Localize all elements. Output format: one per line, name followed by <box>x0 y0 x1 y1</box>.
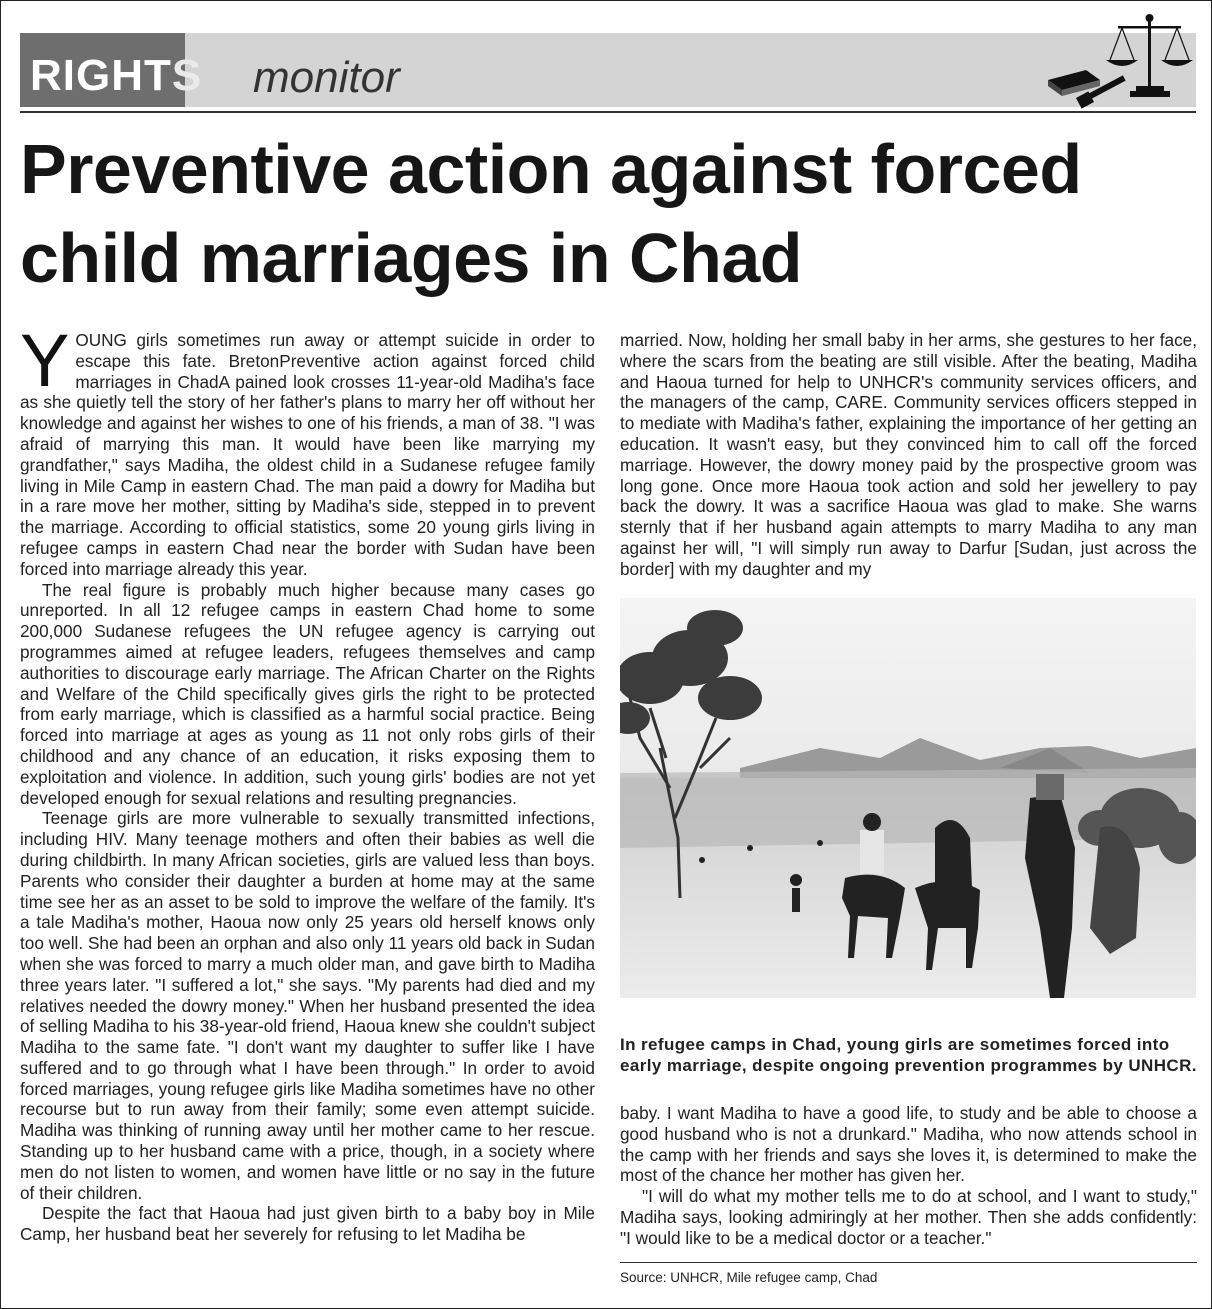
paragraph: "I will do what my mother tells me to do at school, and I want to study," Madiha says, looking admiringly at her mother. Then she adds confidently: "I would like to be a medical doctor or a teacher." <box>620 1186 1197 1248</box>
paragraph: married. Now, holding her small baby in her arms, she gestures to her face, where the scars from the beating are still visible. After the beating, Madiha and Haoua turned for help to UNHCR's community services officers, and the managers of the camp, CARE. Community services officers stepped in to mediate with Madiha's father, explaining the importance of her getting an education. It wasn't easy, but they convinced him to call off the forced marriage. However, the dowry money paid by the prospective groom was long gone. Once more Haoua took action and sold her jewellery to pay back the dowry. It was a sacrifice Haoua was glad to make. She warns sternly that if her husband again attempts to marry Madiha to any man against her will, "I will simply run away to Darfur [Sudan, just across the border] with my daughter and my <box>620 330 1197 579</box>
headline: Preventive action against forced child marriages in Chad <box>20 130 1082 297</box>
section-sublabel: monitor <box>253 53 400 102</box>
paragraph: YOUNG girls sometimes run away or attempt suicide in order to escape this fate. BretonPreventive action against forced child marriages in ChadA pained look crosses 11-year-old Madiha's face as she quietly tell the story of her father's plans to marry her off without her knowledge and against her wishes to one of his friends, a man of 38. "I was afraid of marrying this man. It would have been like marrying my grandfather," says Madiha, the oldest child in a Sudanese refugee family living in Mile Camp in eastern Chad. The man paid a dowry for Madiha but in a rare move her mother, sitting by Madiha's side, stepped in to prevent the marriage. According to official statistics, some 20 young girls living in refugee camps in eastern Chad near the border with Sudan have been forced into marriage already this year. <box>20 330 595 579</box>
paragraph: Teenage girls are more vulnerable to sexually transmitted infections, including HIV. Many teenage mothers and often their babies as well die during childbirth. In many African societies, girls are valued less than boys. Parents who consider their daughter a burden at home may at the same time see her as an asset to be sold to improve the welfare of the family. It's a tale Madiha's mother, Haoua now only 25 years old herself knows only too well. She had been an orphan and also only 11 years old back in Sudan when she was forced to marry a much older man, and gave birth to Madiha three years later. "I suffered a lot," she says. "My parents had died and my relatives needed the dowry money." When her husband presented the idea of selling Madiha to his 38-year-old friend, Haoua knew she couldn't subject Madiha to the same fate. "I don't want my daughter to suffer like I have suffered and to go through what I have been through." In order to avoid forced marriages, young refugee girls like Madiha sometimes have no other recourse but to run away from their family; some even attempt suicide. Madiha was thinking of running away until her mother came to her rescue. Standing up to her husband came with a price, though, in a society where men do not listen to women, and women have little or no say in the future of their children. <box>20 808 595 1203</box>
drop-cap: Y <box>20 330 70 402</box>
photo-caption: In refugee camps in Chad, young girls are sometimes forced into early marriage, despite ongoing prevention programmes by UNHCR. <box>620 1035 1197 1075</box>
source-credit: Source: UNHCR, Mile refugee camp, Chad <box>620 1270 878 1285</box>
banner-rule <box>20 111 1196 113</box>
article-column-right-bottom <box>620 1103 1197 1253</box>
paragraph: The real figure is probably much higher because many cases go unreported. In all 12 refugee camps in eastern Chad home to some 200,000 Sudanese refugees the UN refugee agency is carrying out programmes aimed at refugee leaders, refugees themselves and camp authorities to discourage early marriage. The African Charter on the Rights and Welfare of the Child specifically gives girls the right to be protected from early marriage, which is classified as a harmful social practice. Being forced into marriage at ages as young as 11 not only robs girls of their childhood and any chance of an education, it risks exposing them to exploitation and violence. In addition, such young girls' bodies are not yet developed enough for sexual relations and resulting pregnancies. <box>20 579 595 808</box>
article-column-left <box>20 330 595 1300</box>
article-column-right-top <box>620 330 1197 590</box>
paragraph: baby. I want Madiha to have a good life, to study and be able to choose a good husband who is not a drunkard." Madiha, who now attends school in the camp with her friends and says she loves it, is determined to make the most of the chance her mother has given her. <box>620 1103 1197 1186</box>
refugee-camp-photo <box>620 598 1196 998</box>
section-label: RIGHTS <box>30 51 203 100</box>
paragraph: Despite the fact that Haoua had just given birth to a baby boy in Mile Camp, her husband beat her severely for refusing to let Madiha be <box>20 1203 595 1245</box>
source-rule <box>620 1262 1197 1263</box>
scales-of-justice-icon <box>1040 6 1200 110</box>
